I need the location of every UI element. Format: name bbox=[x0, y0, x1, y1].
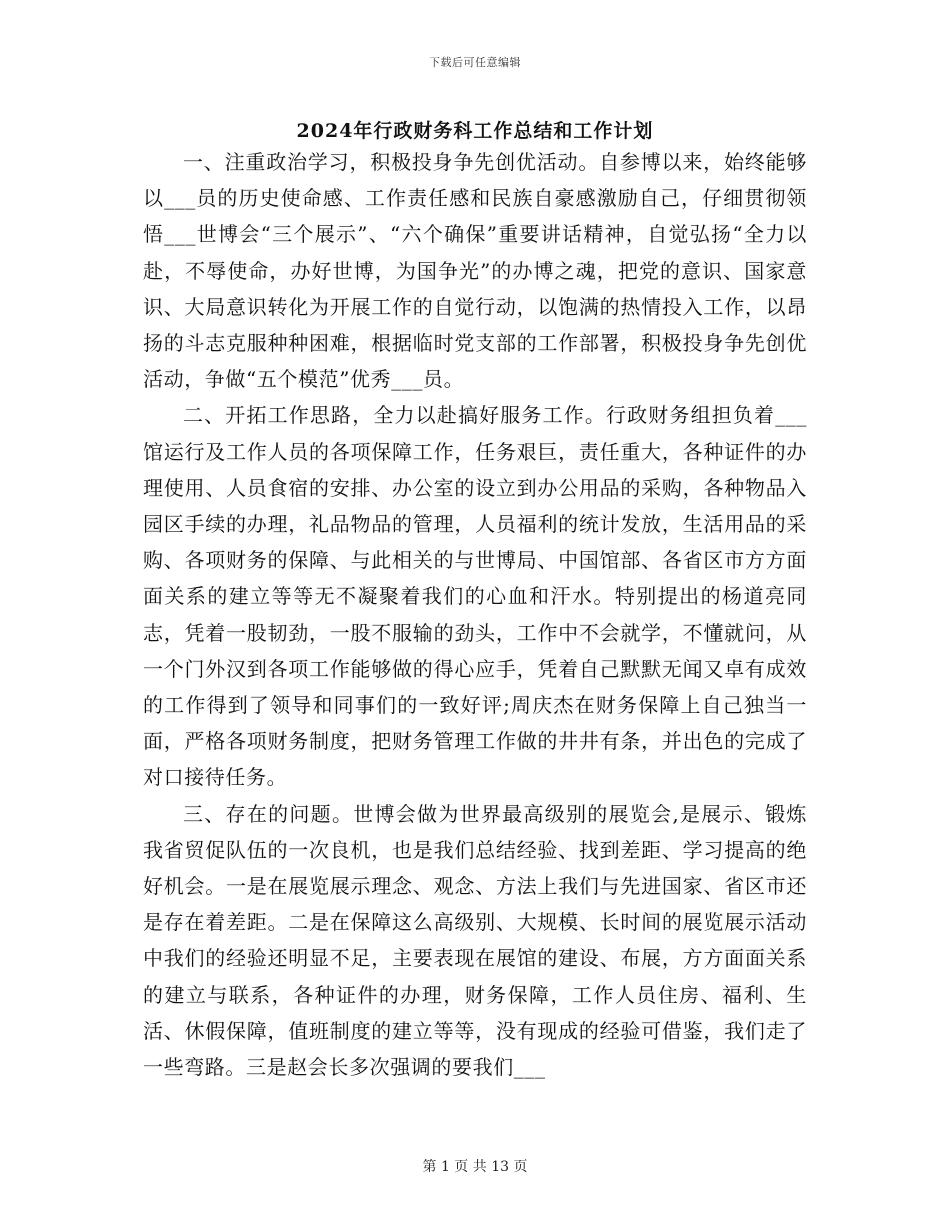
paragraph-2: 二、开拓工作思路，全力以赴搞好服务工作。行政财务组担负着___馆运行及工作人员的各项保障工作，任务艰巨，责任重大，各种证件的办理使用、人员食宿的安排、办公室的设立到办公用品的采购，各种物品入园区手续的办理，礼品物品的管理，人员福利的统计发放，生活用品的采购、各项财务的保障、与此相关的与世博局、中国馆部、各省区市方方面面关系的建立等等无不凝聚着我们的心血和汗水。特别提出的杨道亮同志，凭着一股韧劲，一股不服输的劲头，工作中不会就学，不懂就问，从一个门外汉到各项工作能够做的得心应手，凭着自己默默无闻又卓有成效的工作得到了领导和同事们的一致好评;周庆杰在财务保障上自己独当一面，严格各项财务制度，把财务管理工作做的井井有条，并出色的完成了对口接待任务。 bbox=[143, 403, 807, 790]
page-number-footer: 第 1 页 共 13 页 bbox=[422, 1159, 528, 1175]
document-body bbox=[143, 144, 807, 1085]
document-title: 2024年行政财务科工作总结和工作计划 bbox=[296, 120, 654, 142]
paragraph-1: 一、注重政治学习，积极投身争先创优活动。自参博以来，始终能够以___员的历史使命感、工作责任感和民族自豪感激励自己，仔细贯彻领悟___世博会“三个展示”、“六个确保”重要讲话精神，自觉弘扬“全力以赴，不辱使命，办好世博，为国争光”的办博之魂，把党的意识、国家意识、大局意识转化为开展工作的自觉行动，以饱满的热情投入工作，以昂扬的斗志克服种种困难，根据临时党支部的工作部署，积极投身争先创优活动，争做“五个模范”优秀___员。 bbox=[143, 150, 807, 392]
page-header-note: 下载后可任意编辑 bbox=[429, 56, 521, 69]
paragraph-3: 三、存在的问题。世博会做为世界最高级别的展览会,是展示、锻炼我省贸促队伍的一次良机，也是我们总结经验、找到差距、学习提高的绝好机会。一是在展览展示理念、观念、方法上我们与先进国家、省区市还是存在着差距。二是在保障这么高级别、大规模、长时间的展览展示活动中我们的经验还明显不足，主要表现在展馆的建设、布展，方方面面关系的建立与联系，各种证件的办理，财务保障，工作人员住房、福利、生活、休假保障，值班制度的建立等等，没有现成的经验可借鉴，我们走了一些弯路。三是赵会长多次强调的要我们___ bbox=[143, 801, 807, 1080]
